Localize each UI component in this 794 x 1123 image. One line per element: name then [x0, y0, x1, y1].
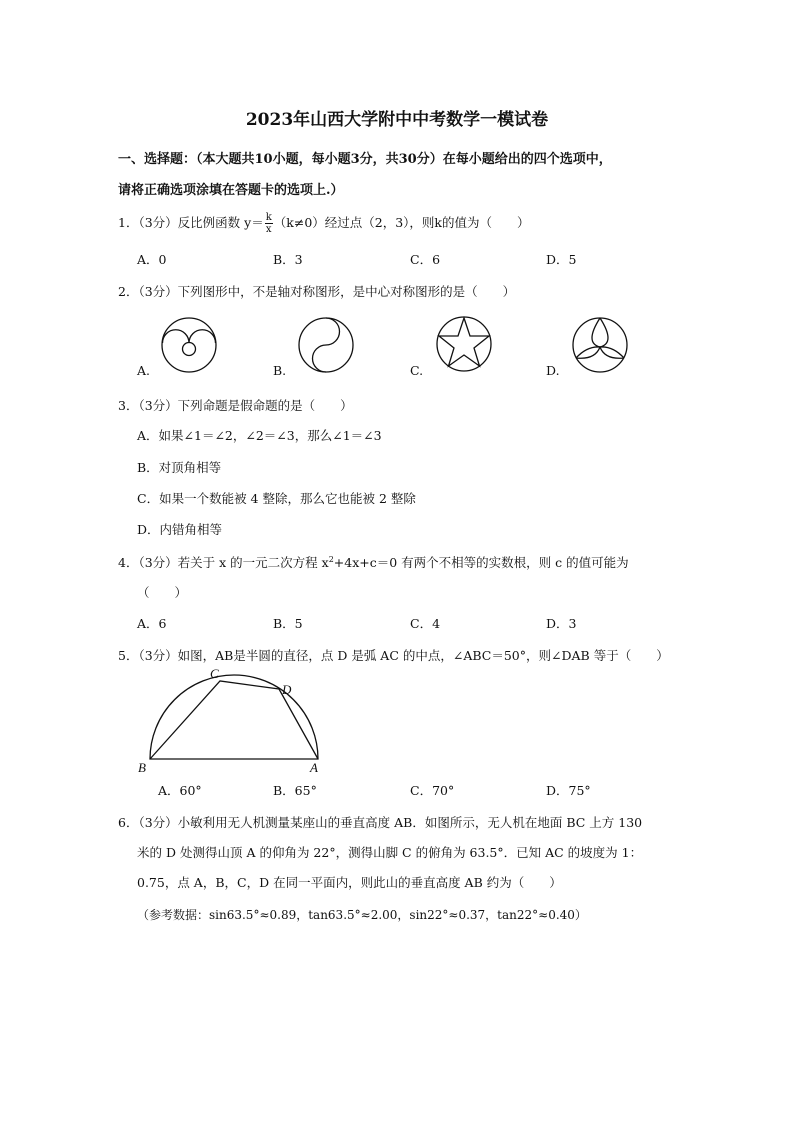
q5-label-d: D	[282, 682, 292, 697]
q4-stem-a: 4．（3分）若关于 x 的一元二次方程 x	[118, 555, 329, 570]
star-in-circle-figure	[434, 314, 494, 374]
q1-frac-den: x	[265, 224, 272, 235]
question-6-reference-data: （参考数据：sin63.5°≈0.89，tan63.5°≈2.00，sin22°≈0.37，tan22°≈0.40）	[137, 908, 587, 922]
yin-yang-curve-figure	[296, 315, 356, 375]
question-5-stem: 5．（3分）如图，AB是半圆的直径，点 D 是弧 AC 的中点，∠ABC＝50°，则∠DAB 等于（ ）	[118, 648, 669, 663]
question-2-stem: 2．（3分）下列图形中，不是轴对称图形，是中心对称图形的是（ ）	[118, 284, 516, 299]
q2-option-b[interactable]: B.	[273, 363, 287, 378]
section-heading-line2: 请将正确选项涂填在答题卡的选项上.）	[118, 183, 344, 198]
q4-option-a[interactable]: A．6	[137, 616, 167, 631]
q2-figure-c	[434, 314, 494, 374]
q2-option-d[interactable]: D.	[546, 363, 560, 378]
q1-option-d[interactable]: D．5	[546, 252, 577, 267]
q5-label-b: B	[138, 760, 146, 775]
q4-stem-b: +4x+c＝0 有两个不相等的实数根，则 c 的值可能为	[333, 555, 629, 570]
q1-prefix: 1．（3分）反比例函数 y＝	[118, 215, 264, 230]
page-title: 2023年山西大学附中中考数学一模试卷	[245, 110, 549, 130]
q1-option-a[interactable]: A．0	[137, 252, 167, 267]
q3-option-c[interactable]: C．如果一个数能被 4 整除，那么它也能被 2 整除	[137, 491, 416, 506]
question-4-stem	[118, 553, 629, 571]
q2-figure-a	[159, 315, 219, 375]
q4-option-c[interactable]: C．4	[410, 616, 441, 631]
q5-label-c: C	[210, 666, 219, 681]
question-1-stem	[118, 212, 530, 235]
three-petal-circle-figure	[570, 315, 630, 375]
q2-option-a[interactable]: A.	[137, 363, 151, 378]
question-3-stem: 3．（3分）下列命题是假命题的是（ ）	[118, 398, 353, 413]
question-6-line2: 米的 D 处测得山顶 A 的仰角为 22°，测得山脚 C 的俯角为 63.5°．已知 AC 的坡度为 1：	[137, 845, 643, 860]
q5-option-c[interactable]: C．70°	[410, 783, 455, 798]
q1-fraction	[265, 212, 273, 235]
q5-semicircle-figure	[134, 662, 334, 777]
q5-option-d[interactable]: D．75°	[546, 783, 591, 798]
q1-suffix: （k≠0）经过点（2，3），则k的值为（ ）	[273, 215, 530, 230]
semicircle-diagram	[134, 662, 334, 777]
q4-option-b[interactable]: B．5	[273, 616, 303, 631]
circle-with-hearts-figure	[159, 315, 219, 375]
q4-exponent: 2	[328, 554, 334, 564]
section-heading-line1: 一、选择题：（本大题共10小题，每小题3分，共30分）在每小题给出的四个选项中，	[118, 152, 612, 167]
q3-option-d[interactable]: D．内错角相等	[137, 522, 223, 537]
q1-option-b[interactable]: B．3	[273, 252, 303, 267]
q2-figure-b	[296, 315, 356, 375]
question-6-line3: 0.75，点 A，B，C，D 在同一平面内，则此山的垂直高度 AB 约为（ ）	[137, 875, 562, 890]
q4-stem-line2: （ ）	[137, 585, 188, 600]
q2-figure-d	[570, 315, 630, 375]
q5-option-a[interactable]: A．60°	[158, 783, 202, 798]
question-6-line1: 6．（3分）小敏利用无人机测量某座山的垂直高度 AB．如图所示，无人机在地面 BC 上方 130	[118, 815, 643, 830]
q3-option-a[interactable]: A．如果∠1＝∠2，∠2＝∠3，那么∠1＝∠3	[137, 428, 382, 443]
q5-label-a: A	[310, 760, 318, 775]
q2-option-c[interactable]: C.	[410, 363, 424, 378]
q5-option-b[interactable]: B．65°	[273, 783, 317, 798]
q1-frac-num: k	[265, 212, 272, 223]
q3-option-b[interactable]: B．对顶角相等	[137, 460, 222, 475]
q4-option-d[interactable]: D．3	[546, 616, 577, 631]
q1-option-c[interactable]: C．6	[410, 252, 441, 267]
